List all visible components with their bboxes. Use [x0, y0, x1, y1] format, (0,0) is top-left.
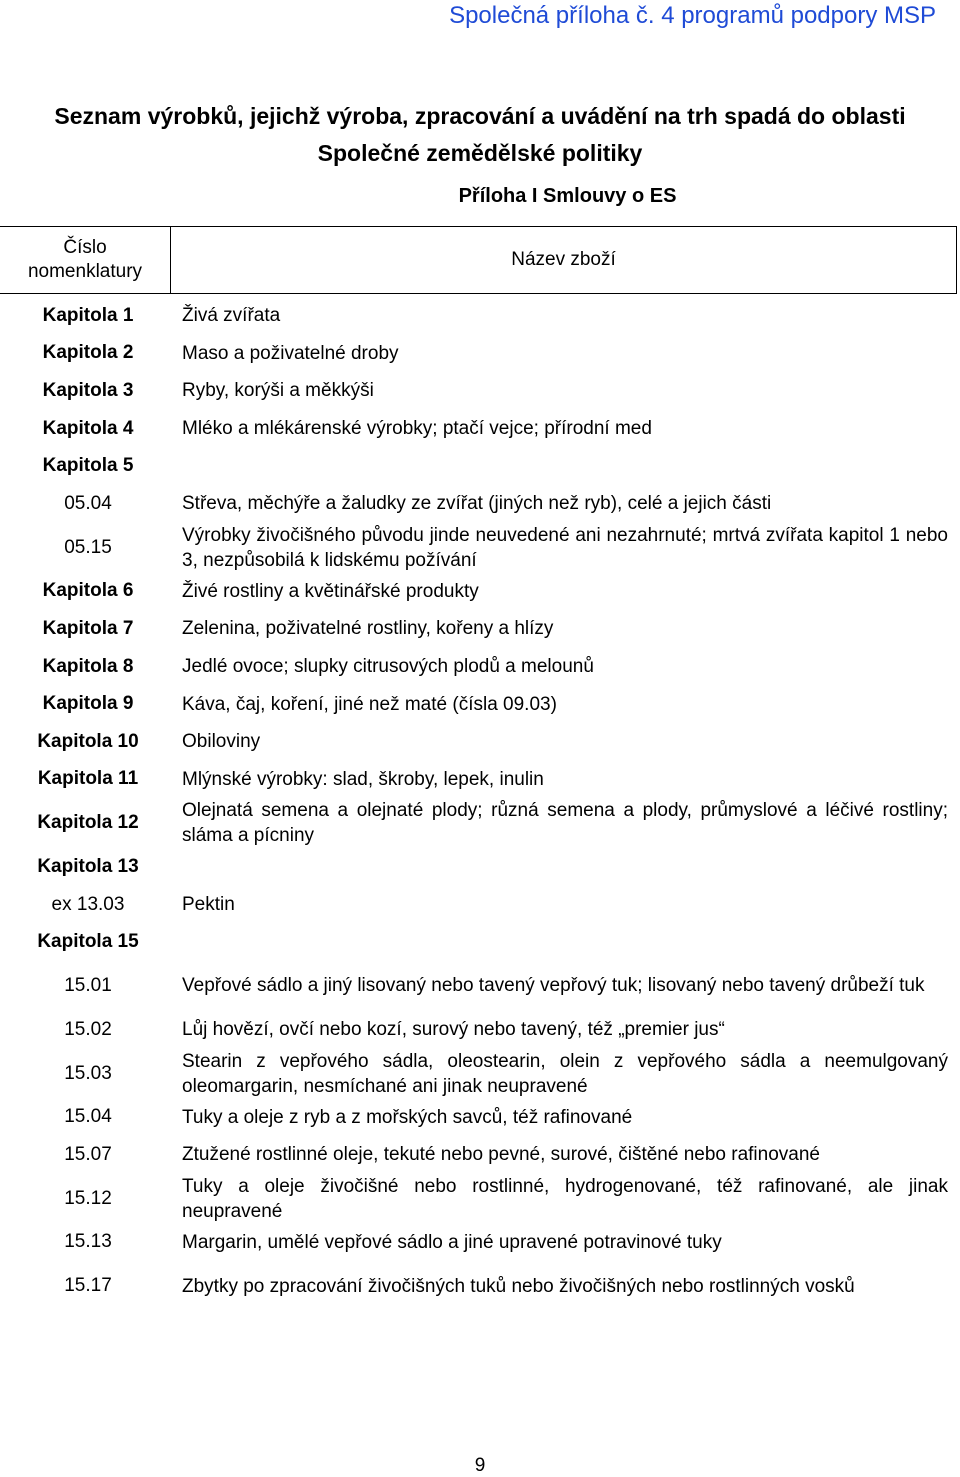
row-description: Zelenina, poživatelné rostliny, kořeny a hlízy — [182, 618, 554, 640]
row-code: 15.13 — [64, 1231, 112, 1253]
row-code: Kapitola 13 — [37, 855, 139, 877]
table-header-code-cell — [0, 227, 171, 293]
table-header-name-label: Název zboží — [511, 249, 616, 270]
table-row — [0, 961, 960, 1011]
row-code: Kapitola 11 — [37, 768, 139, 790]
row-description: Živé rostliny a květinářské produkty — [182, 580, 479, 602]
row-code: Kapitola 7 — [42, 617, 134, 639]
row-code: Kapitola 3 — [42, 379, 134, 401]
row-code: 15.17 — [64, 1275, 112, 1297]
row-description: Pektin — [182, 894, 235, 916]
row-code: 15.07 — [64, 1143, 112, 1165]
document-subtitle: Příloha I Smlouvy o ES — [458, 185, 677, 207]
row-code: Kapitola 5 — [42, 455, 134, 477]
row-code: 05.15 — [64, 536, 112, 558]
row-code: Kapitola 4 — [42, 417, 134, 439]
document-title-line-2: Společné zemědělské politiky — [317, 140, 643, 166]
row-description: Ryby, korýši a měkkýši — [182, 380, 374, 402]
row-description: Tuky a oleje živočišné nebo rostlinné, hydrogenované, též rafinované, ale jinak neupravené — [182, 1175, 948, 1222]
table-row — [0, 1224, 960, 1262]
row-description: Olejnatá semena a olejnaté plody; různá semena a plody, průmyslové a léčivé rostliny; sláma a pícniny — [182, 800, 948, 847]
table-row — [0, 723, 960, 761]
row-description: Výrobky živočišného původu jinde neuvedené ani nezahrnuté; mrtvá zvířata kapitol 1 nebo 3, nezpůsobilá k lidskému požívání — [182, 524, 948, 571]
row-code: Kapitola 12 — [37, 812, 139, 834]
row-description: Mlýnské výrobky: slad, škroby, lepek, inulin — [182, 768, 544, 790]
row-description: Margarin, umělé vepřové sádlo a jiné upravené potravinové tuky — [182, 1231, 722, 1253]
table-row — [0, 685, 960, 723]
row-description: Mléko a mlékárenské výrobky; ptačí vejce; přírodní med — [182, 418, 652, 440]
table-row — [0, 573, 960, 611]
table-row — [0, 1174, 960, 1224]
table-row — [0, 297, 960, 335]
table-header — [0, 226, 957, 294]
table-header-code-line-1: Číslo — [63, 237, 107, 258]
table-row — [0, 485, 960, 523]
row-description: Ztužené rostlinné oleje, tekuté nebo pevné, surové, čištěné nebo rafinované — [182, 1144, 820, 1166]
row-description: Lůj hovězí, ovčí nebo kozí, surový nebo tavený, též „premier jus“ — [182, 1019, 725, 1041]
row-code: 15.12 — [64, 1187, 112, 1209]
header-note: Společná příloha č. 4 programů podpory MSP — [449, 2, 936, 29]
table-row — [0, 848, 960, 886]
table-row — [0, 648, 960, 686]
row-description: Tuky a oleje z ryb a z mořských savců, též rafinované — [182, 1106, 633, 1128]
table-row — [0, 372, 960, 410]
row-code: 15.02 — [64, 1018, 112, 1040]
row-code: ex 13.03 — [51, 893, 125, 915]
row-description: Káva, čaj, koření, jiné než maté (čísla 09.03) — [182, 693, 557, 715]
row-code: Kapitola 9 — [42, 693, 134, 715]
row-description: Střeva, měchýře a žaludky ze zvířat (jiných než ryb), celé a jejich části — [182, 493, 772, 515]
table-row — [0, 447, 960, 485]
row-description: Maso a poživatelné droby — [182, 342, 399, 364]
table-row — [0, 798, 960, 848]
table-row — [0, 1011, 960, 1049]
table-row — [0, 1099, 960, 1137]
row-code: Kapitola 10 — [37, 730, 139, 752]
row-description: Živá zvířata — [182, 305, 281, 327]
row-code: Kapitola 8 — [42, 655, 134, 677]
row-description: Jedlé ovoce; slupky citrusových plodů a melounů — [182, 656, 594, 678]
row-code: 15.03 — [64, 1062, 112, 1084]
table-row — [0, 523, 960, 573]
table-row — [0, 761, 960, 799]
product-list — [0, 297, 960, 1311]
row-code: 05.04 — [64, 492, 112, 514]
table-header-name-cell — [171, 227, 957, 293]
page-number: 9 — [474, 1455, 486, 1476]
row-description: Vepřové sádlo a jiný lisovaný nebo tavený vepřový tuk; lisovaný nebo tavený drůbeží tuk — [182, 975, 925, 997]
table-row — [0, 610, 960, 648]
row-code: 15.01 — [64, 974, 112, 996]
row-code: Kapitola 2 — [42, 342, 134, 364]
document-title-line-1: Seznam výrobků, jejichž výroba, zpracování a uvádění na trh spadá do oblasti — [54, 103, 906, 129]
table-row — [0, 1136, 960, 1174]
row-code: Kapitola 1 — [42, 304, 134, 326]
table-row — [0, 1049, 960, 1099]
row-code: Kapitola 6 — [42, 580, 134, 602]
row-code: 15.04 — [64, 1106, 112, 1128]
table-row — [0, 1261, 960, 1311]
table-row — [0, 923, 960, 961]
table-row — [0, 335, 960, 373]
row-description: Zbytky po zpracování živočišných tuků nebo živočišných nebo rostlinných vosků — [182, 1275, 855, 1297]
table-row — [0, 410, 960, 448]
row-code: Kapitola 15 — [37, 931, 139, 953]
table-row — [0, 886, 960, 924]
table-header-code-line-2: nomenklatury — [27, 261, 143, 282]
row-description: Stearin z vepřového sádla, oleostearin, olein z vepřového sádla a neemulgovaný oleomargarin, nesmíchané ani jinak neupravené — [182, 1050, 948, 1097]
row-description: Obiloviny — [182, 731, 261, 753]
